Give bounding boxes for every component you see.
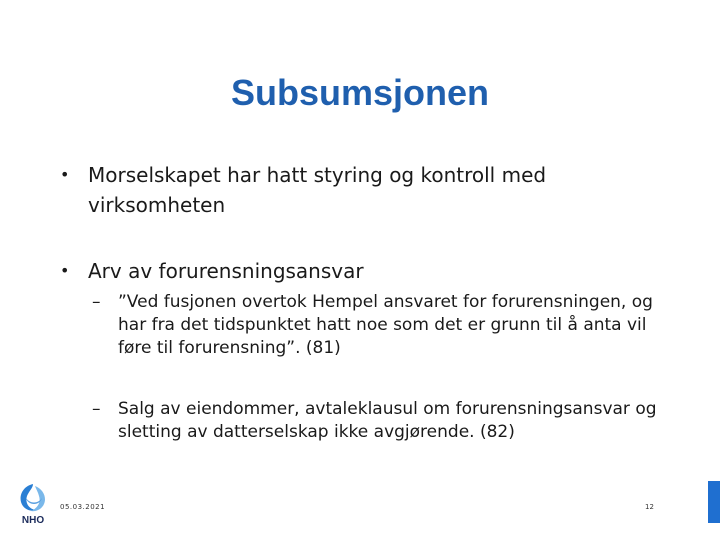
- bullet-item: [60, 256, 668, 286]
- sub-bullet-item: [92, 291, 658, 360]
- sub-bullet-marker: –: [92, 399, 101, 419]
- accent-bar: [708, 481, 720, 523]
- sub-bullet-text: ”Ved fusjonen overtok Hempel ansvaret for forurensningen, og har fra det tidspunktet hatt noe som det er grunn til å anta vil føre til forurensning”. (81): [118, 292, 653, 358]
- bullet-text: Arv av forurensningsansvar: [88, 259, 364, 283]
- bullet-marker: •: [60, 261, 70, 280]
- nho-logo-icon: [14, 482, 52, 526]
- logo-text: NHO: [21, 515, 45, 526]
- sub-bullet-item: [92, 398, 658, 444]
- bullet-item: [60, 160, 668, 220]
- nho-logo: [14, 482, 52, 526]
- bullet-marker: •: [60, 165, 70, 184]
- slide-title: Subsumsjonen: [230, 72, 490, 113]
- sub-bullet-text: Salg av eiendommer, avtaleklausul om forurensningsansvar og sletting av datterselskap ikke avgjørende. (82): [118, 399, 657, 442]
- bullet-text: Morselskapet har hatt styring og kontroll med virksomheten: [88, 163, 547, 217]
- sub-bullet-marker: –: [92, 292, 101, 312]
- footer-date: 05.03.2021: [60, 503, 106, 511]
- page-number: 12: [645, 503, 654, 511]
